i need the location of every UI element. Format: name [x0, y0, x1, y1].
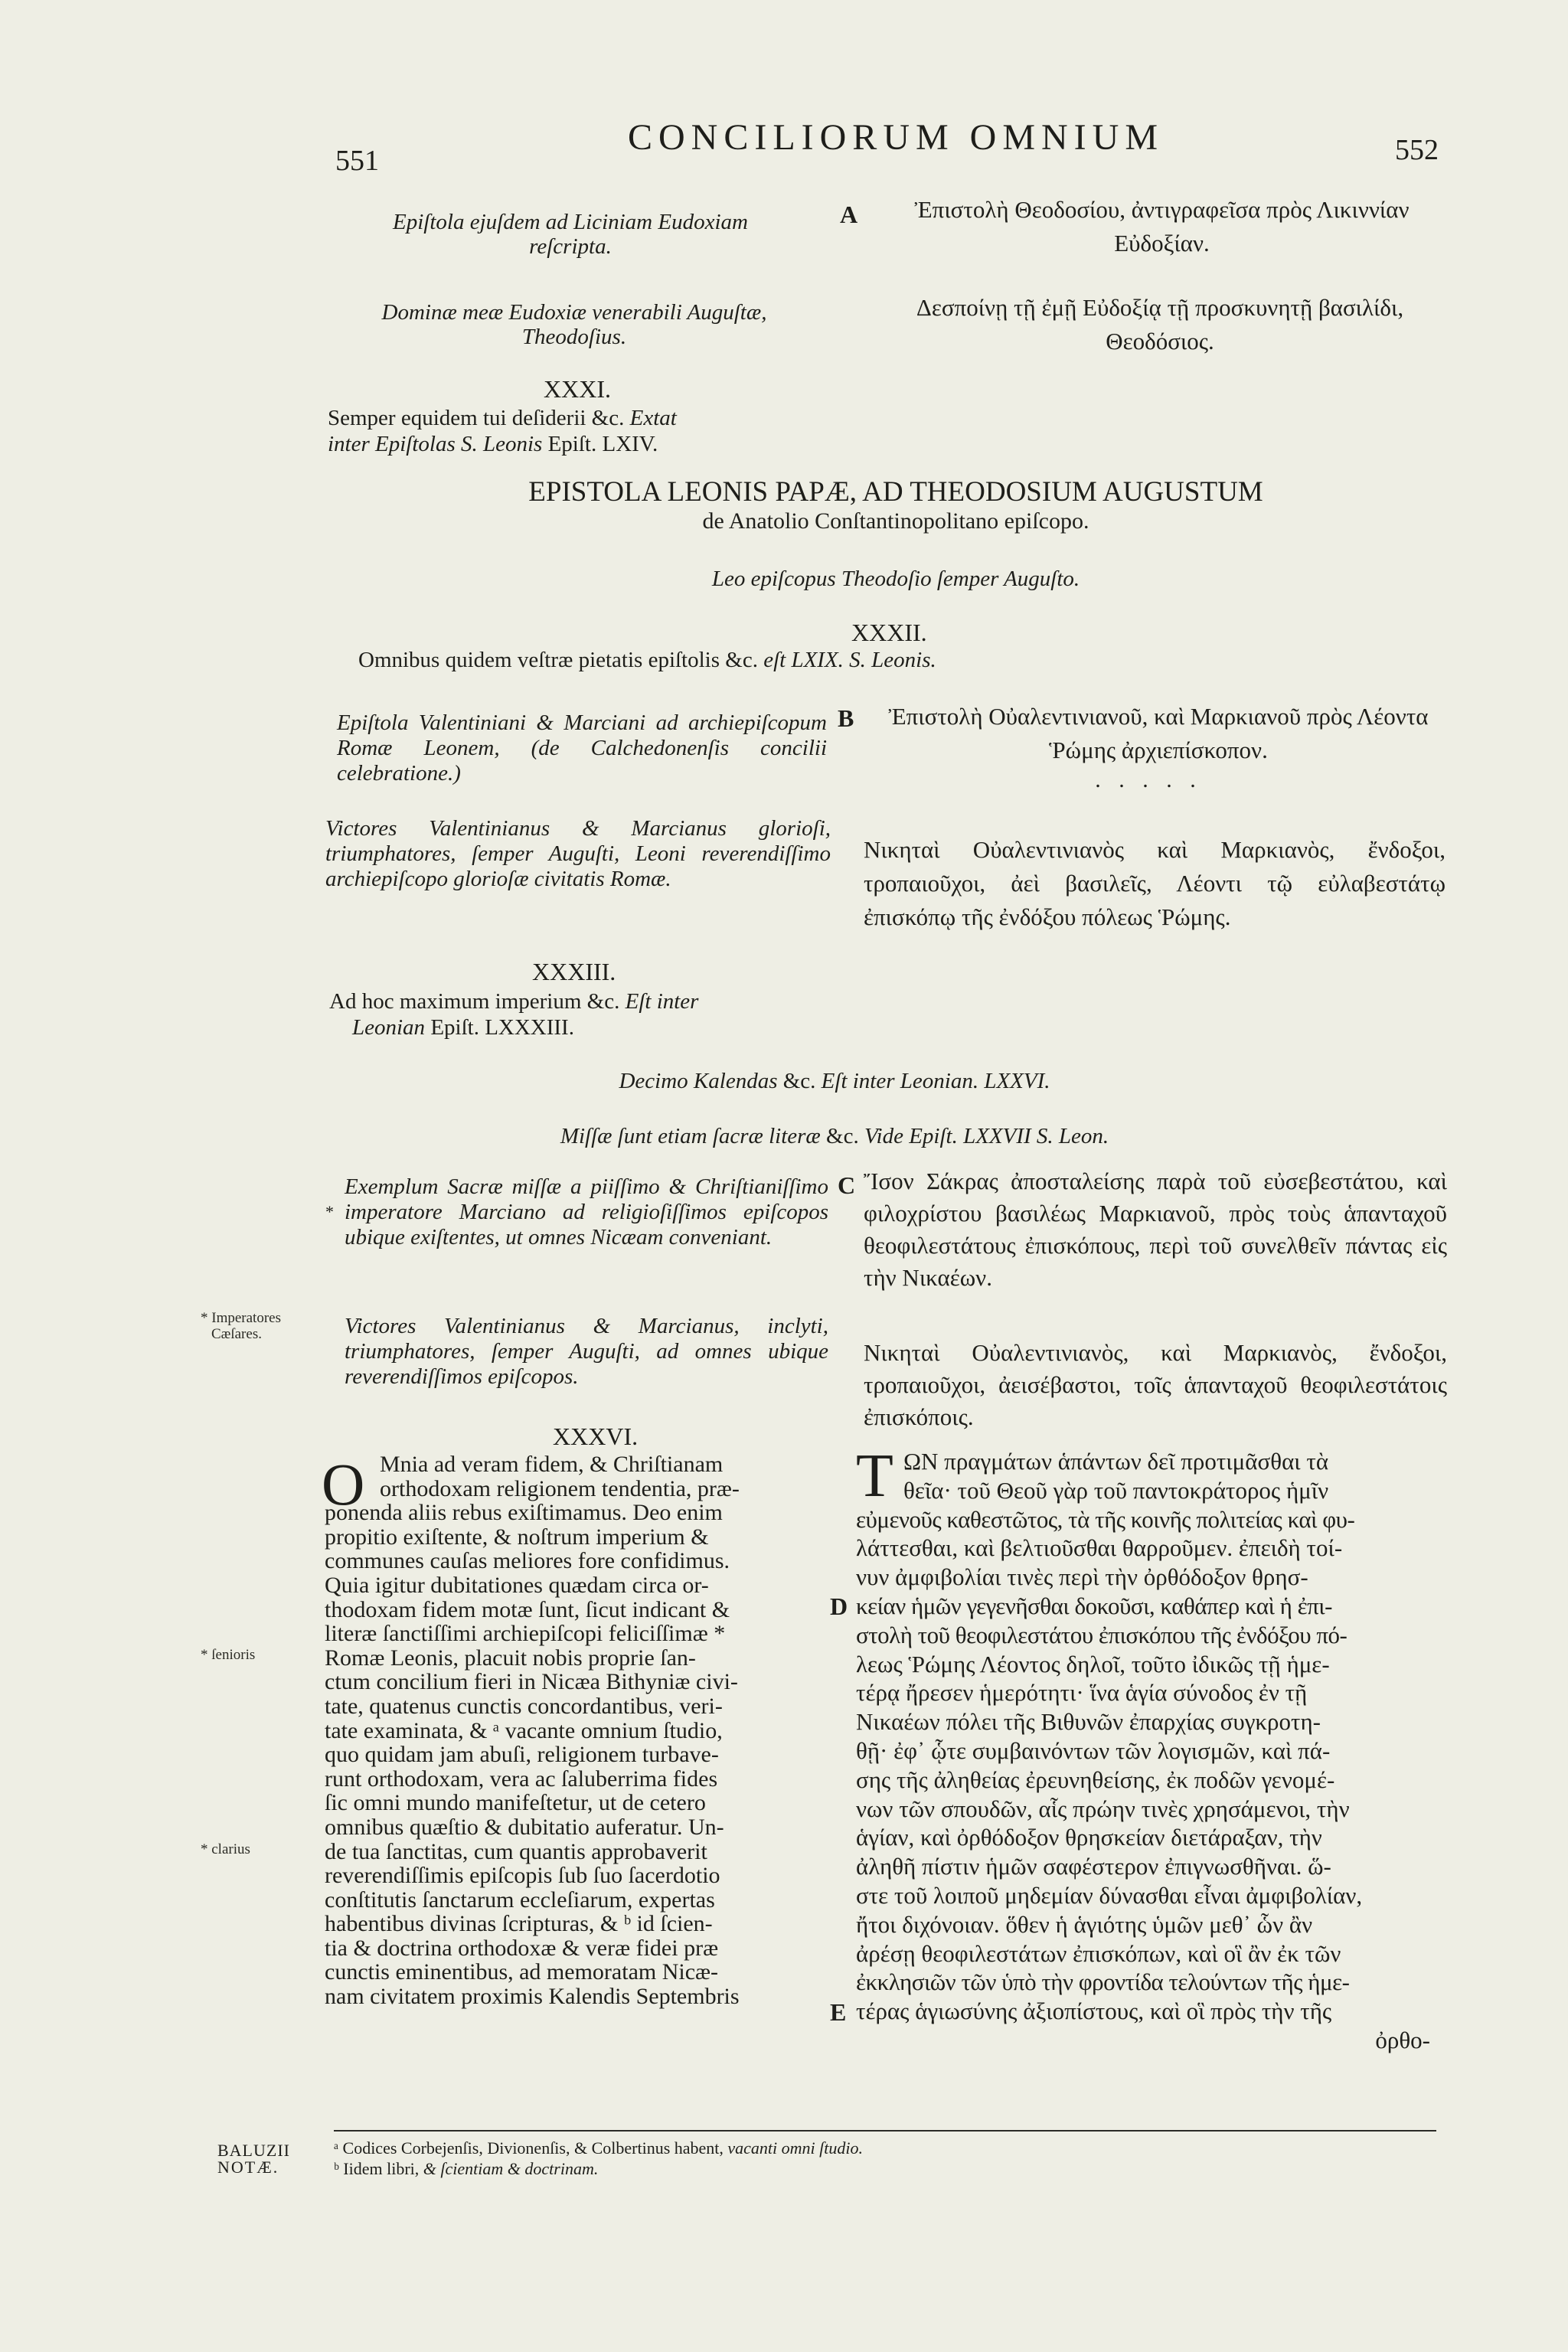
baluzii-label: BALUZII	[217, 2141, 290, 2160]
latin-body-line: tate examinata, & ᵃ vacante omnium ſtudio,	[325, 1717, 723, 1743]
missae-it: Miſſæ ſunt etiam ſacræ literæ	[560, 1124, 821, 1148]
section-31-line1-ref: Extat	[629, 406, 677, 430]
missae-ref: Vide Epiſt. LXXVII S. Leon.	[864, 1124, 1109, 1148]
decimo-kalendas-line	[490, 1069, 1179, 1093]
section-33-line1	[329, 989, 842, 1014]
latin-body-line: nam civitatem proximis Kalendis Septembris	[325, 1984, 740, 2010]
epistola-salutation: Leo epiſcopus Theodoſio ſemper Auguſto.	[711, 567, 1080, 591]
section-letter-b: B	[838, 704, 854, 732]
latin-salutation-b: Victores Valentinianus & Marcianus glorioſi, triumphatores, ſemper Auguſti, Leoni reverendiſſimo archiepiſcopo glorioſæ civitatis Romæ.	[325, 816, 831, 891]
latin-body-line: runt orthodoxam, vera ac ſaluberrima fides	[325, 1766, 718, 1792]
latin-body-column	[325, 1452, 830, 2009]
latin-salutation-a: Dominæ meæ Eudoxiæ venerabili Auguſtæ, Theodoſius.	[381, 300, 767, 349]
latin-body-line: de tua ſanctitas, cum quantis approbaverit	[325, 1838, 707, 1864]
footnote-b-variant: & ſcientiam & doctrinam.	[423, 2159, 599, 2178]
latin-body-line: orthodoxam religionem tendentia, præ-	[380, 1475, 740, 1501]
section-31-line1	[328, 406, 841, 430]
margin-note-imperatores: * Imperatores	[201, 1310, 281, 1326]
greek-body-line: ΩΝ πραγμάτων ἁπάντων δεῖ προτιμᾶσθαι τὰ	[903, 1448, 1329, 1475]
running-title: CONCILIORUM OMNIUM	[627, 117, 1164, 158]
latin-body-line: habentibus divinas ſcripturas, & ᵇ id ſcien-	[325, 1911, 713, 1937]
page-number-right: 552	[1395, 134, 1439, 166]
greek-body-line: στολὴ τοῦ θεοφιλεστάτου ἐπισκόπου τῆς ἐνδόξου πό-	[856, 1621, 1348, 1648]
footnote-a-text: ᵃ Codices Corbejenſis, Divionenſis, & Colbertinus habent,	[334, 2138, 724, 2158]
greek-body-line: ἀρέσῃ θεοφιλεστάτων ἐπισκόπων, καὶ οἳ ἂν ἐκ τῶν	[856, 1939, 1341, 1967]
latin-body-line: Romæ Leonis, placuit nobis proprie ſan-	[325, 1645, 696, 1671]
latin-body-line: cunctis eminentibus, ad memoratam Nicæ-	[325, 1959, 719, 1985]
greek-salutation-c: Νικηταὶ Οὐαλεντινιανὸς, καὶ Μαρκιανὸς, ἔνδοξοι, τροπαιοῦχοι, ἀεισέβαστοι, τοῖς ἁπανταχοῦ θεοφιλεστάτοις ἐπισκόποις.	[864, 1339, 1447, 1430]
greek-body-line: ἀληθῆ πίστιν ἡμῶν σαφέστερον ἐπιγνωσθῆναι. ὥ-	[856, 1853, 1331, 1880]
greek-salutation-b: Νικηταὶ Οὐαλεντινιανὸς καὶ Μαρκιανὸς, ἔνδοξοι, τροπαιοῦχοι, ἀεὶ βασιλεῖς, Λέοντι τῷ εὐλαβεστάτῳ ἐπισκόπῳ τῆς ἐνδόξου πόλεως Ῥώμης.	[864, 836, 1446, 930]
latin-salutation-c: Victores Valentinianus & Marcianus, inclyti, triumphatores, ſemper Auguſti, ad omnes ubique reverendiſſimos epiſcopos.	[345, 1314, 828, 1389]
section-31-line2-ref: inter Epiſtolas S. Leonis	[328, 432, 543, 456]
section-letter-e: E	[830, 1998, 847, 2026]
latin-body-line: tia & doctrina orthodoxæ & veræ fidei præ	[325, 1935, 719, 1961]
latin-initial: O	[322, 1451, 365, 1517]
greek-body-line: τέρᾳ ἤρεσεν ἡμερότητι· ἵνα ἁγία σύνοδος ἐν τῇ	[856, 1679, 1308, 1707]
section-33-line1-ref: Eſt inter	[625, 989, 699, 1014]
footnote-star-c: *	[325, 1202, 334, 1221]
decimo-kalendas-it: Decimo Kalendas	[619, 1069, 778, 1093]
latin-body-line: tate, quatenus cunctis concordantibus, veri-	[325, 1693, 723, 1719]
footnote-a-variant: vacanti omni ſtudio.	[727, 2138, 863, 2158]
greek-body-line: τέρας ἁγιωσύνης ἀξιοπίστους, καὶ οἳ πρὸς τὴν τῆς	[856, 1998, 1332, 2025]
latin-body-line: ctum concilium fieri in Nicæa Bithyniæ civi-	[325, 1669, 738, 1695]
greek-body-line: ἁγίαν, καὶ ὀρθόδοξον θρησκείαν διετάραξαν, τὴν	[856, 1824, 1322, 1851]
section-33-line1-text: Ad hoc maximum imperium &c.	[329, 989, 620, 1014]
latin-body-line: propitio exiſtente, & noſtrum imperium &	[325, 1524, 709, 1550]
section-number-33: XXXIII.	[532, 958, 616, 985]
section-number-31: XXXI.	[544, 375, 611, 403]
section-number-36: XXXVI.	[553, 1423, 639, 1450]
footnote-b-text: ᵇ Iidem libri,	[334, 2159, 420, 2178]
section-31-line2	[328, 432, 841, 456]
footnote-a	[334, 2138, 863, 2158]
greek-body-line: εὐμενοῦς καθεστῶτος, τὰ τῆς κοινῆς πολιτείας καὶ φυ-	[856, 1505, 1355, 1533]
page-number-left: 551	[335, 145, 379, 177]
greek-ellipsis-b: . . . . .	[1095, 767, 1202, 792]
greek-body-line: σης τῆς ἀληθείας ἐρευνηθείσης, ἐκ ποδῶν γενομέ-	[856, 1766, 1335, 1793]
margin-note-caesares: Cæſares.	[211, 1326, 262, 1342]
latin-body-line: quo quidam jam abuſi, religionem turbave-	[325, 1742, 719, 1768]
latin-heading-b: Epiſtola Valentiniani & Marciani ad archiepiſcopum Romæ Leonem, (de Calchedonenſis concilii celebratione.)	[337, 710, 827, 786]
greek-heading-b: Ἐπιστολὴ Οὐαλεντινιανοῦ, καὶ Μαρκιανοῦ πρὸς Λέοντα Ῥώμης ἀρχιεπίσκοπον.	[888, 703, 1429, 763]
section-33-line2-ref: Leonian	[352, 1015, 426, 1040]
latin-body-line: ſic omni mundo manifeſtetur, ut de cetero	[325, 1790, 706, 1816]
decimo-kalendas-etc: &c.	[782, 1069, 816, 1093]
latin-body-line: Mnia ad veram fidem, & Chriſtianam	[380, 1452, 724, 1477]
epistola-subtitle: de Anatolio Conſtantinopolitano epiſcopo.	[702, 508, 1089, 534]
greek-body-column	[856, 1442, 1461, 2055]
greek-initial: Τ	[856, 1442, 893, 1510]
latin-heading-c: Exemplum Sacræ miſſæ a piiſſimo & Chriſtianiſſimo imperatore Marciano ad religioſiſſimos epiſcopos ubique exiſtentes, ut omnes Nicæam conveniant.	[345, 1174, 828, 1250]
latin-body-line: thodoxam fidem motæ ſunt, ſicut indicant &	[325, 1596, 730, 1622]
greek-body-line: κείαν ἡμῶν γεγενῆσθαι δοκοῦσι, καθάπερ καὶ ἡ ἐπι-	[856, 1592, 1332, 1619]
margin-note-clarius: * clarius	[201, 1841, 250, 1857]
greek-body-line: θεῖα· τοῦ Θεοῦ γὰρ τοῦ παντοκράτορος ἡμῖν	[903, 1476, 1329, 1504]
greek-body-line: λάττεσθαι, καὶ βελτιοῦσθαι θαρροῦμεν. ἐπειδὴ τοί-	[856, 1534, 1343, 1562]
greek-body-line: νυν ἀμφιβολίαι τινὲς περὶ τὴν ὀρθόδοξον θρησ-	[856, 1563, 1308, 1591]
section-letter-a: A	[840, 201, 858, 228]
section-number-32: XXXII.	[851, 619, 927, 646]
footnote-rule	[334, 2130, 1436, 2132]
latin-body-line: communes cauſas meliores fore confidimus.	[325, 1548, 730, 1574]
section-letter-d: D	[830, 1592, 848, 1620]
latin-body-line: reverendiſſimis epiſcopis ſub ſuo ſacerdotio	[325, 1863, 720, 1889]
greek-body-line: ὀρθο-	[1375, 2026, 1430, 2053]
section-33-line2	[352, 1015, 842, 1040]
greek-heading-c: Ἴσον Σάκρας ἀποσταλείσης παρὰ τοῦ εὐσεβεστάτου, καὶ φιλοχρίστου βασιλέως Μαρκιανοῦ, πρὸς τοὺς ἁπανταχοῦ θεοφιλεστάτους ἐπισκόπους, περὶ τοῦ συνελθεῖν πάντας εἰς τὴν Νικαέων.	[864, 1168, 1447, 1291]
notae-label: NOTÆ.	[217, 2158, 279, 2177]
section-33-line2-text: Epiſt. LXXXIII.	[430, 1015, 574, 1040]
section-31-line1-text: Semper equidem tui deſiderii &c.	[328, 406, 625, 430]
missae-etc: &c.	[826, 1124, 859, 1148]
decimo-kalendas-ref: Eſt inter Leonian. LXXVI.	[821, 1069, 1050, 1093]
section-32-ref: eſt LXIX. S. Leonis.	[763, 648, 936, 672]
greek-body-line: ἤτοι διχόνοιαν. ὅθεν ἡ ἁγιότης ὑμῶν μεθ᾽ ὧν ἂν	[856, 1910, 1313, 1938]
greek-body-line: στε τοῦ λοιποῦ μηδεμίαν δύνασθαι εἶναι ἀμφιβολίαν,	[856, 1881, 1363, 1909]
latin-body-line: literæ ſanctiſſimi archiepiſcopi feliciſſimæ *	[325, 1621, 726, 1647]
greek-body-line: ἐκκλησιῶν τῶν ὑπὸ τὴν φροντίδα τελούντων τῆς ἡμε-	[856, 1968, 1350, 1996]
section-32-text: Omnibus quidem veſtræ pietatis epiſtolis &c.	[358, 648, 758, 672]
greek-body-line: θῇ· ἐφ᾽ ᾧτε συμβαινόντων τῶν λογισμῶν, καὶ πά-	[856, 1736, 1331, 1764]
section-letter-c: C	[838, 1171, 856, 1199]
footnote-b	[334, 2159, 598, 2179]
section-32-line	[358, 648, 1476, 672]
greek-body-line: λεως Ῥώμης Λέοντος δηλοῖ, τοῦτο ἰδικῶς τῇ ἡμε-	[856, 1650, 1330, 1677]
latin-body-line: ponenda aliis rebus exiſtimamus. Deo enim	[325, 1500, 723, 1526]
latin-heading-a: Epiſtola ejuſdem ad Liciniam Eudoxiam reſcripta.	[393, 210, 748, 259]
greek-body-line: νων τῶν σπουδῶν, αἷς πρώην τινὲς χρησάμενοι, τὴν	[856, 1795, 1350, 1822]
latin-body-line: Quia igitur dubitationes quædam circa or-	[325, 1572, 709, 1598]
greek-salutation-a: Δεσποίνῃ τῇ ἐμῇ Εὐδοξίᾳ τῇ προσκυνητῇ βασιλίδι, Θεοδόσιος.	[916, 294, 1404, 354]
missae-line	[490, 1124, 1179, 1148]
latin-body-line: conſtitutis ſanctarum eccleſiarum, expertas	[325, 1886, 715, 1913]
greek-heading-a: Ἐπιστολὴ Θεοδοσίου, ἀντιγραφεῖσα πρὸς Λικιννίαν Εὐδοξίαν.	[914, 196, 1410, 256]
latin-body-line: omnibus quæſtio & dubitatio auferatur. Un-	[325, 1814, 724, 1840]
section-31-line2-text: Epiſt. LXIV.	[547, 432, 658, 456]
greek-body-line: Νικαέων πόλει τῆς Βιθυνῶν ἐπαρχίας συγκροτη-	[856, 1708, 1321, 1736]
epistola-title: EPISTOLA LEONIS PAPÆ, AD THEODOSIUM AUGUSTUM	[528, 476, 1263, 508]
margin-note-senioris: * ſenioris	[201, 1647, 256, 1663]
